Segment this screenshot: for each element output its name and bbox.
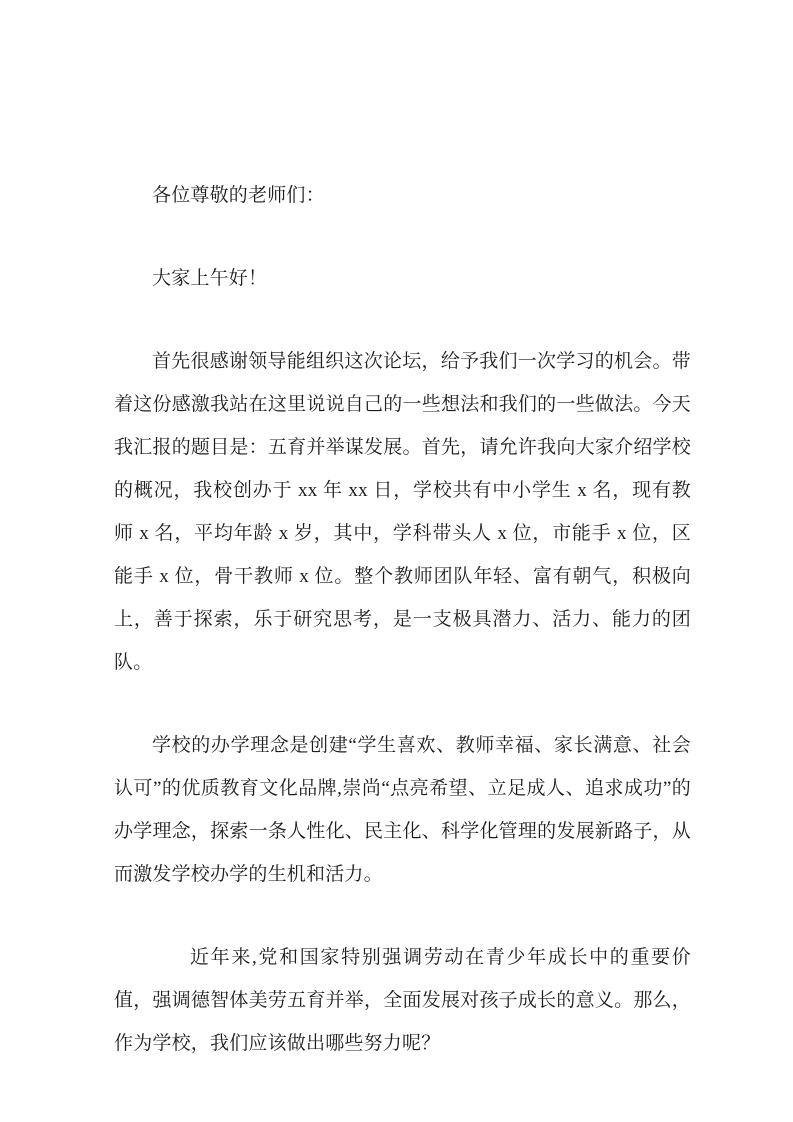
paragraph-school-philosophy: 学校的办学理念是创建“学生喜欢、教师幸福、家长满意、社会认可”的优质教育文化品牌,崇尚“点亮希望、立足成人、追求成功”的办学理念，探索一条人性化、民主化、科学化管理的发展新路子，从而激发学校办学的生机和活力。 — [114, 735, 691, 885]
paragraph-five-educations: 近年来,党和国家特别强调劳动在青少年成长中的重要价值，强调德智体美劳五育并举，全面发展对孩子成长的意义。那么，作为学校，我们应该做出哪些努力呢？ — [114, 947, 691, 1054]
paragraph-salutation: 各位尊敬的老师们： — [152, 185, 325, 206]
paragraph-greeting: 大家上午好！ — [152, 268, 268, 289]
paragraph-school-overview: 首先很感谢领导能组织这次论坛，给予我们一次学习的机会。带着这份感激我站在这里说说自己的一些想法和我们的一些做法。今天我汇报的题目是：五育并举谋发展。首先，请允许我向大家介绍学校的概况，我校创办于 xx 年 xx 日，学校共有中小学生 x 名，现有教师 x 名，平均年龄 x 岁，其中，学科带头人 x 位，市能手 x 位，区能手 x 位，骨干教师 x 位。整个教师团队年轻、富有朝气，积极向上，善于探索，乐于研究思考，是一支极具潜力、活力、能力的团队。 — [114, 351, 691, 673]
